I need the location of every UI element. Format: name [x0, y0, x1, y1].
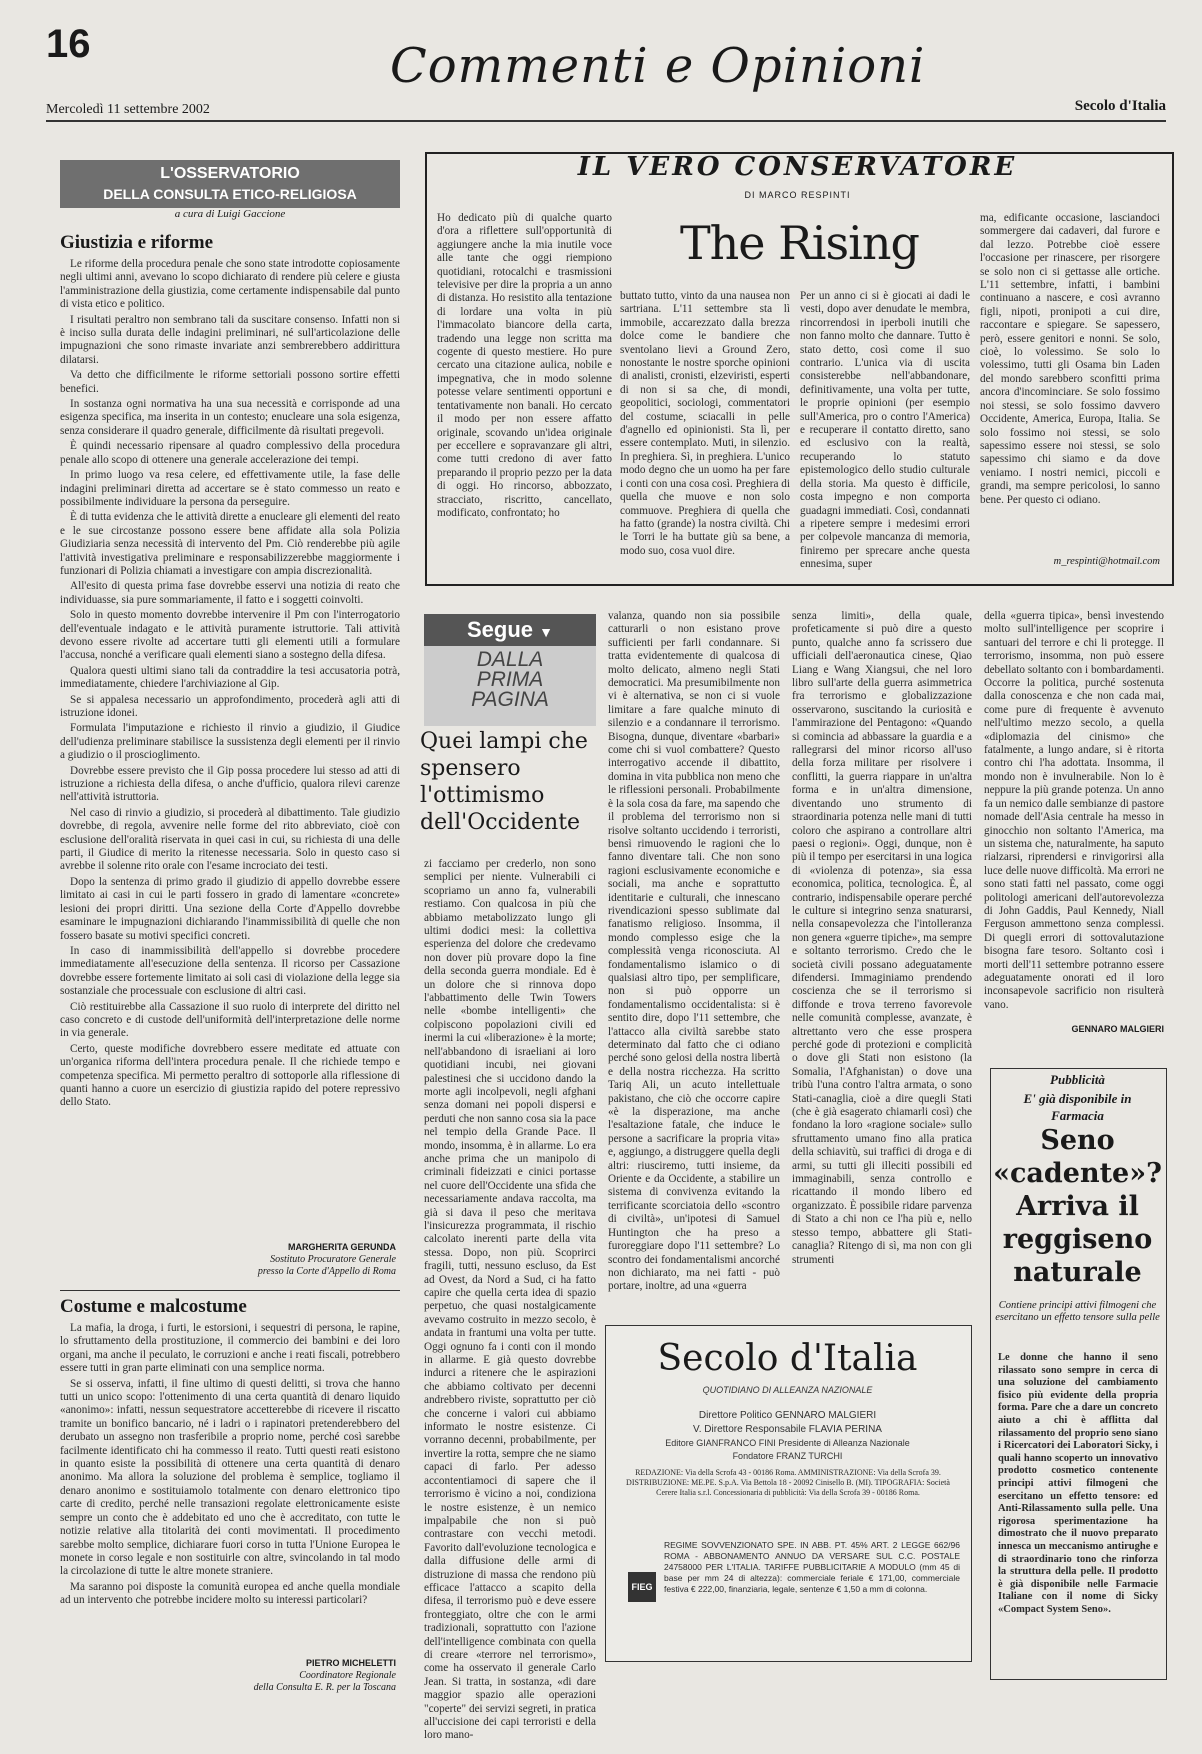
- article1-paragraph: In sostanza ogni normativa ha una sua necessità e corrisponde ad una esigenza specifica, ma inserita in un contesto; enucleare una sola esigenza, senza considerare il quadro generale, difficilmente dà risultati pregevoli.: [60, 398, 400, 437]
- ad-headline-line: Arriva il: [1016, 1191, 1139, 1222]
- ad-headline: [990, 1124, 1165, 1289]
- ad-headline-line: naturale: [1013, 1257, 1142, 1288]
- ad-subtitle: Contiene principi attivi filmogeni che esercitano un effetto tensore sulla pelle: [995, 1300, 1160, 1323]
- article1-paragraph: Va detto che difficilmente le riforme settoriali possono sortire effetti benefici.: [60, 369, 400, 395]
- segue-source-line: DALLA: [476, 648, 544, 671]
- date-line: Mercoledì 11 settembre 2002: [46, 102, 210, 117]
- conservatore-headline: The Rising: [680, 216, 919, 270]
- segue-col2: valanza, quando non sia possibile catturarli o non esistano prove sufficienti per farli condannare. Si tratta evidentemente di qualcosa di molto delicato, almeno negli Stati democratici. Ma presumibilmente non vi è alternativa, se non ci si vuole limitare a fare qualche minuto di silenzio e a condannare il terrorismo. Bisogna, dunque, diventare «barbari» come chi si vuol combattere? Questo interrogativo accende il dibattito, domina in vita pubblica non meno che le riflessioni personali. Probabilmente è la sola cosa da fare, ma sapendo che il problema del terrorismo non si risolve soltanto uccidendo i terroristi, bensì rimuovendo le ragioni che lo fanno diventare tali. Che non sono ragioni esclusivamente economiche e sociali, ma anche e soprattutto identitarie e culturali, che innescano rivendicazioni spesso sublimate dal fanatismo religioso. Insomma, il mondo complesso esige che la complessità venga riconosciuta. Al fondamentalismo islamico o di qualsiasi altro tipo, per semplificare, non si può opporre un fondamentalismo occidentalista: si è sentito dire, dopo l'11 settembre, che l'attacco alla civiltà sarebbe stato determinato dal fatto che ci odiano perché sono gelosi della nostra libertà e della nostra ricchezza. Ha scritto Tariq Ali, un acuto intellettuale pakistano, che ciò che occorre capire «è la disperazione, ma anche l'esaltazione fatale, che induce le persone a sacrificare la propria vita» e, aggiungo, a distruggere quella degli altri: riusciremo, tutti insieme, da Oriente e da Occidente, a stabilire un sistema di convivenza evitando la terrificante scorciatoia dello «scontro di civiltà», un'ipotesi di Samuel Huntington che ha preso a furoreggiare dopo l'11 settembre? Lo scontro dei fondamentalismi ancorché non dichiarato, ma nei fatti - può portare, inoltre, ad una «guerra: [608, 610, 780, 1293]
- osservatorio-banner: [60, 160, 400, 208]
- segue-source-line: PRIMA: [476, 668, 544, 691]
- triangle-down-icon: ▼: [539, 624, 553, 640]
- paper-name: Secolo d'Italia: [1074, 98, 1166, 114]
- article2-headline: Costume e malcostume: [60, 1296, 247, 1317]
- conservatore-byline: DI MARCO RESPINTI: [744, 190, 851, 200]
- article2-role2: della Consulta E. R. per la Toscana: [253, 1682, 396, 1693]
- article2-paragraph: Ma saranno poi disposte la comunità europea ed anche quella mondiale ad un intervento che potrebbe incidere molto su interessi particolari?: [60, 1580, 400, 1607]
- article1-paragraph: Le riforme della procedura penale che sono state introdotte copiosamente negli ultimi anni, avevano lo scopo dichiarato di rendere più celere e giusta l'amministrazione della giustizia, come certamente indispensabile dal punto di vista etico e politico.: [60, 258, 400, 311]
- article1-signature: MARGHERITA GERUNDA: [288, 1242, 396, 1252]
- segue-col3: senza limiti», della quale, profeticamente si può dire a questo punto, qualche anno fa scrissero due ufficiali dell'aeronautica cinese, Qiao Liang e Wang Xiangsui, che nel loro libro sull'arte della guerra asimmetrica fra terrorismo e globalizzazione osservarono, suscitando la curiosità e l'ammirazione del Pentagono: «Quando si comincia ad abbassare la guardia e a rallegrarsi del minor ricorso all'uso della forza militare per risolvere i conflitti, la guerra riappare in un'altra forma e in un'altra dimensione, diventando uno strumento di straordinaria potenza nelle mani di tutti coloro che aspirano a controllare altri paesi o regioni». Oggi, dunque, non è più il tempo per esercitarsi in una logica di «violenza di potenza», sia essa economica, politica, tecnologica. È, al contrario, indispensabile operare perché le culture si integrino senza snaturarsi, nella consapevolezza che l'intolleranza non genera «guerre tipiche», ma sempre e soltanto terrorismo. Credo che le società civili possano adeguatamente difendersi. Immaginiamo prendendo coscienza che se il terrorismo si diffonde e trova terreno favorevole nelle comunità complesse, avanzate, è altrettanto vero che esse prospera perché gode di protezioni e complicità o dove gli Stati non esistono (la Somalia, l'Afghanistan) o dove una tribù l'una contro l'altra armata, o sono Stati-canaglia, cioè a dire quegli Stati (che è già esagerato chiamarli così) che fondano la loro «ragione sociale» sullo sfruttamento umano fino alla pratica della schiavitù, sui traffici di droga e di armi, su tutti gli illeciti possibili ed immaginabili, senza controllo e ricattando il mondo libero ed organizzato. È possibile ridare parvenza di Stato a chi non ce l'ha più e, nello stesso tempo, abbattere gli Stati-canaglia? Ritengo di sì, ma non con gli strumenti: [792, 610, 972, 1266]
- article2-role1: Coordinatore Regionale: [299, 1670, 396, 1681]
- article1-paragraph: È di tutta evidenza che le attività dirette a enucleare gli elementi del reato e le sue circostanze possono essere bene affidate alla sola Polizia Giudiziaria senza necessità di intervento del Pm. Ciò renderebbe più agile l'attività investigativa preliminare e responsabilizzerebbe maggiormente i funzionari di Polizia chiamati a investigare con ampia discrezionalità.: [60, 511, 400, 577]
- colophon-subtitle: QUOTIDIANO DI ALLEANZA NAZIONALE: [702, 1385, 873, 1395]
- colophon-founder: Fondatore FRANZ TURCHI: [732, 1451, 843, 1461]
- section-title: Commenti e Opinioni: [390, 38, 926, 94]
- article2-body: [60, 1322, 400, 1654]
- ad-intro: E' già disponibile in Farmacia: [1023, 1091, 1132, 1123]
- colophon-title: Secolo d'Italia: [657, 1338, 918, 1379]
- conservatore-col1: Ho dedicato più di qualche quarto d'ora a riflettere sull'opportunità di aggiungere anche la mia inutile voce alle tante che oggi riempiono quotidiani, rotocalchi e trasmissioni televisive per dire la propria a un anno di distanza. Ho resistito alla tentazione di lordare una volta in più l'immacolato biancore della carta, tradendo una legge non scritta ma cogente di questo mestiere. Ho pure cercato una citazione aulica, nobile e impegnativa, che in modo solenne potesse velare sentimenti opportuni e tentativamente non banali. Ho cercato il modo per non essere affatto originale, scovando un'idea originale per eccellere e sopravanzare gli altri, come tutti credono di aver fatto preparando il proprio pezzo per la data di oggi. Ho rincorso, abbozzato, stracciato, riscritto, cancellato, modificato, confrontato; ho: [437, 212, 612, 519]
- segue-tag: [424, 614, 596, 646]
- osservatorio-subtitle: DELLA CONSULTA ETICO-RELIGIOSA: [103, 186, 357, 202]
- article1-paragraph: All'esito di questa prima fase dovrebbe esservi una notizia di reato che individuasse, sia pure sommariamente, il fatto e i soggetti coinvolti.: [60, 580, 400, 606]
- conservatore-col2: buttato tutto, vinto da una nausea non sartriana. L'11 settembre sta lì immobile, accarezzato dalla brezza dolce come le bandiere che sventolano lievi a Ground Zero, nonostante le nostre sporche opinioni di analisti, cronisti, elzeviristi, esperti di non si sa che, di mondi, geopolitici, sociologi, commentatori del costume, sciacalli in pelle d'agnello ed opinionisti. Sta lì, per essere contemplato. Muti, in silenzio. In preghiera. Sì, in preghiera. L'unico modo degno che un uomo ha per fare i conti con una cosa così. Preghiera di quella che muove e non solo commuove. Preghiera di quella che ha fatto (grande) la nostra civiltà. Chi le Torri le ha buttate giù sa bene, a modo suo, cosa vuol dire.: [620, 290, 790, 557]
- header-rule: [46, 120, 1166, 122]
- osservatorio-title: L'OSSERVATORIO: [160, 165, 300, 182]
- colophon-director: Direttore Politico GENNARO MALGIERI: [698, 1410, 877, 1421]
- colophon-vice-director: V. Direttore Responsabile FLAVIA PERINA: [693, 1424, 882, 1435]
- article1-paragraph: È quindi necessario ripensare al quadro complessivo della procedura penale allo scopo di ottenere una generale accelerazione dei tempi.: [60, 440, 400, 466]
- curator-line: a cura di Luigi Gaccione: [174, 208, 286, 220]
- conservatore-col4: ma, edificante occasione, lasciandoci sommergere dai cadaveri, dal furore e dal lezzo. Potrebbe cioè essere l'occasione per rinascere, per risorgere se solo non ci si gettasse alle ortiche. L'11 settembre, infatti, i bambini continuano a nascere, e così avranno figli, nipoti, pronipoti a cui dire, raccontare e spiegare. Se sapessero, però, essere genitori e nonni. Se solo, cioè, lo volessimo. Se solo lo volessimo, tutti gli Osama bin Laden del mondo sarebbero sconfitti prima ancora d'incominciare. Se solo fossimo noi stessi, se solo fossimo davvero Occidente, America, Europa, Italia. Se solo fossimo noi stessi, se solo sapessimo essere noi stessi, se solo sapessimo chi siamo e da dove veniamo. I nostri nemici, piccoli e grandi, ma sempre pericolosi, lo sanno bene. Per questo ci odiano.: [980, 212, 1160, 506]
- article1-paragraph: Ciò restituirebbe alla Cassazione il suo ruolo di interprete del diritto nel caso concreto e di custode dell'uniformità dell'interpretazione delle norme in via generale.: [60, 1000, 400, 1040]
- article1-paragraph: In primo luogo va resa celere, ed effettivamente utile, la fase delle indagini preliminari diretta ad accertare se è stato commesso un reato e possibilmente individuare la persona da perseguire.: [60, 469, 400, 508]
- page-number: 16: [46, 22, 91, 66]
- article2-paragraph: La mafia, la droga, i furti, le estorsioni, i sequestri di persona, le rapine, lo sfruttamento della prostituzione, il commercio dei bambini e dei loro organi, ma anche il peculato, le corruzioni e anche i reati fiscali, potrebbero essere tutti in gran parte eliminati con una semplice norma.: [60, 1322, 400, 1375]
- article1-paragraph: Formulata l'imputazione e richiesto il rinvio a giudizio, il Giudice dell'udienza preliminare stabilisce la sussistenza degli elementi per il rinvio a giudizio o il proscioglimento.: [60, 722, 400, 762]
- segue-source: [424, 646, 596, 726]
- article-divider: [60, 1290, 400, 1291]
- ad-headline-line: Seno: [1040, 1125, 1115, 1156]
- article1-paragraph: Certo, queste modifiche dovrebbero essere meditate ed attuate con un'organica riforma dell'intera procedura penale. Il che richiede tempo e competenza specifica. Mi permetto peraltro di sottoporle alla riflessione di quanti hanno a cuore un esercizio di giustizia rapido del potere repressivo dello Stato.: [60, 1042, 400, 1109]
- segue-col1: zi facciamo per crederlo, non sono semplici per niente. Vulnerabili ci scopriamo un anno fa, vulnerabili restiamo. Con qualcosa in più che abbiamo metabolizzato lungo gli ultimi dodici mesi: la collettiva esperienza del dolore che credevamo non dover più provare dopo la fine della seconda guerra mondiale. Ed è un dolore che si rinnova dopo l'abbattimento delle Twin Towers nelle «bombe intelligenti» che colpiscono popolazioni civili ed inermi la cui «liberazione» è la morte; nell'abbandono di israeliani ai loro quotidiani incubi, nei giovani palestinesi che si uccidono dando la morte agli incolpevoli, negli afghani senza domani nei popoli dispersi e perduti che non sanno cosa sia la pace nel tempio della Grande Pace. Il mondo, insomma, è in allarme. Lo era anche prima che un manipolo di criminali fideizzati e cinici portasse nel cuore dell'Occidente una sfida che necessariamente andava raccolta, ma già si dava il peso che meritava l'insicurezza programmata, il rischio calcolato inerenti parte della vita stessa. Dopo, non più. Scoprirci fragili, tutti, nessuno escluso, da Est ad Ovest, da Nord a Sud, ci ha fatto capire che quella certa idea di spazio perpetuo, che quasi nostalgicamente avevamo costruito in mezzo secolo, è andata in frantumi una volta per tutte. Oggi ognuno fa i conti con il mondo in allarme. E già questo dovrebbe indurci a ritenere che le aspirazioni che abbiamo coltivato per decenni andrebbero riviste, soprattutto per ciò che concerne i valori cui abbiamo informato le nostre esistenze. Ci vorranno decenni, probabilmente, per invertire la rotta, sempre che ne siamo capaci di farlo. Per adesso accontentiamoci di sapere che il terrorismo è vicino a noi, condiziona le nostre esistenze, è un nemico impalpabile che non si può contrastare con vecchi metodi. Favorito dall'evoluzione tecnologica e dalla diffusione delle armi di distruzione di massa che rendono più efficace l'attacco a scapito della difesa, il terrorismo può e deve essere fronteggiato, oltre che con le armi tradizionali, soprattutto con l'azione dell'intelligence combinata con quella di creare «terrore nel terrorismo», come ha osservato il generale Carlo Jean. Si tratta, in sostanza, «di dare maggior spazio alle operazioni "coperte" dei servizi segreti, in pratica all'uccisione dei capi terroristi e della loro mano-: [424, 858, 596, 1742]
- colophon-rates: REGIME SOVVENZIONATO SPE. IN ABB. PT. 45% ART. 2 LEGGE 662/96 ROMA - ABBONAMENTO ANNUO DA VERSARE SUL C.C. POSTALE 24758000 PER L'ITALIA. TARIFFE PUBBLICITARIE A MODULO (mm 45 di base per mm 24 di altezza): commerciale feriale € 171,00, commerciale festiva € 222,00, finanziaria, legale, sentenze € 1,50 a mm di colonna.: [664, 1540, 960, 1594]
- ad-headline-line: «cadente»?: [993, 1158, 1162, 1189]
- article1-paragraph: I risultati peraltro non sembrano tali da suscitare consenso. Infatti non si è inciso sulla durata delle indagini preliminari, né sull'articolazione delle impugnazioni che sono rimaste invariate anzi sembrerebbero addirittura dilatarsi.: [60, 313, 400, 366]
- segue-headline: Quei lampi che spensero l'ottimismo dell'Occidente: [420, 729, 588, 835]
- segue-col4: della «guerra tipica», bensì investendo molto sull'intelligence per scoprire i santuari del terrore e chi li protegge. Il terrorismo, insomma, non può essere debellato soltanto con i bombardamenti. Occorre la politica, purché sostenuta dalla conoscenza e che non cada mai, come pure di frequente è avvenuto nell'ultimo mezzo secolo, a quella «diplomazia del cinismo» che fatalmente, a lungo andare, si è ritorta contro chi l'ha adottata. Insomma, il mondo non è invulnerabile. Non lo è neppure la più grande potenza. Un anno fa un nemico dalle sembianze di pastore nomade dell'Asia centrale ha messo in ginocchio non soltanto l'America, ma un sistema che, naturalmente, ha saputo rialzarsi, riprendersi e rinvigorirsi alla luce delle nuove difficoltà. Ma errori ne sono stati fatti nel passato, come oggi politologi americani dell'autorevolezza di John Gaddis, Paul Kennedy, Niall Ferguson ammettono senza complessi. Di quegli errori di sottovalutazione bisogna fare tesoro. Soltanto così i morti dell'11 settembre potranno essere adeguatamente onorati ed il loro inconsapevole sacrificio non risulterà vano.: [984, 610, 1164, 1011]
- ad-headline-line: reggiseno: [1002, 1224, 1153, 1255]
- segue-label: Segue: [466, 617, 534, 642]
- conservatore-email: m_respinti@hotmail.com: [1053, 556, 1160, 567]
- article1-role2: presso la Corte d'Appello di Roma: [257, 1266, 396, 1277]
- article2-signature: PIETRO MICHELETTI: [306, 1658, 396, 1668]
- article1-paragraph: Se si appalesa necessario un approfondimento, procederà agli atti di istruzione idonei.: [60, 693, 400, 719]
- fieg-logo: FIEG: [628, 1572, 656, 1602]
- article2-paragraph: Se si osserva, infatti, il fine ultimo di questi delitti, si trova che hanno tutti un unico scopo: l'ottenimento di una certa quantità di denaro liquido «anonimo»: infatti, nessun sequestratore accetterebbe di ricevere il riscatto tramite un bonifico bancario, né i ladri o i rapinatori pretenderebbero del derubato un assegno non trasferibile a proprio nome, perché così sarebbe facilmente identificato chi ha commesso il reato. Tutti questi reati esistono in quanto esiste la possibilità di ottenere una certa quantità di denaro anonimo. Ma allora la soluzione del problema è semplice, togliamo il denaro anonimo e sostituiamolo totalmente con denaro elettronico tipo carte di credito, perché nelle transazioni regolate elettronicamente esiste sempre un conto che è addebitato ed uno che è accreditato, con tutte le notizie relative alla titolarità dei conti movimentati. Il procedimento sarebbe molto semplice, dichiarare fuori corso in tutta l'Unione Europea le monete in corso legale e non sostituirle con altre, svincolando in tal modo la circolazione di tutte le altre monete straniere.: [60, 1377, 400, 1578]
- article1-headline: Giustizia e riforme: [60, 232, 214, 253]
- article1-paragraph: Solo in questo momento dovrebbe intervenire il Pm con l'interrogatorio dell'eventuale indagato e le attività puramente istruttorie. Tali attività devono essere rivolte ad accertare tutti gli elementi utili a formulare l'accusa, nonché a verificare quali elementi siano a sostegno della difesa.: [60, 609, 400, 662]
- article1-paragraph: Dopo la sentenza di primo grado il giudizio di appello dovrebbe essere limitato ai casi in cui le parti fossero in grado di lamentare «concrete» lesioni dei propri diritti. Una sezione della Corte d'Appello dovrebbe esaminare le impugnazioni dichiarando l'inammissibilità di quelle che non fossero basate su motivi specifici concreti.: [60, 875, 400, 942]
- conservatore-column-title: IL VERO CONSERVATORE: [577, 152, 1018, 182]
- segue-signature: GENNARO MALGIERI: [1071, 1024, 1164, 1034]
- colophon-notes: REDAZIONE: Via della Scrofa 43 - 00186 Roma. AMMINISTRAZIONE: Via della Scrofa 39. DISTRIBUZIONE: ME.PE. S.p.A. Via Bettola 18 - 20092 Cinisello B. (MI). TIPOGRAFIA: Società Cerere Italia s.r.l. Concessionaria di pubblicità: Via della Scrofa 39 - 00186 Roma.: [626, 1468, 950, 1497]
- segue-source-line: PAGINA: [471, 688, 549, 711]
- article1-paragraph: Nel caso di rinvio a giudizio, si procederà al dibattimento. Tale giudizio dovrebbe, di regola, avvenire nelle forme del rito abbreviato, cioè con esclusione dell'oralità riservata in quei casi in cui, su richiesta di una delle parti, il Giudice di merito la ritenesse necessaria. Solo in questo caso si avrebbe il solenne rito orale con l'esame incrociato dei testi.: [60, 806, 400, 873]
- conservatore-col3: Per un anno ci si è giocati ai dadi le vesti, dopo aver denudate le membra, rincorrendosi in iperboli inutili che non fanno molto che dannare. Tutto è stato detto, così come il suo contrario. L'unica via di uscita consisterebbe nell'abbandonare, definitivamente, una volta per tutte, le proprie opinioni (per esempio sull'America, pro o contro l'America) e recuperare il contatto diretto, sano ed esclusivo con la realtà, recuperando lo statuto epistemologico dello studio culturale della storia. Ma questo è difficile, costa impegno e non comporta guadagni immediati. Così, condannati a ripetere sempre i medesimi errori per colpevole mancanza di memoria, finiremo per sprecare anche questa ennesima, super: [800, 290, 970, 571]
- article1-paragraph: Dovrebbe essere previsto che il Gip possa procedere lui stesso ad atti di istruzione a richiesta della difesa, o anche d'ufficio, qualora rilevi carenze nell'attività istruttoria.: [60, 764, 400, 804]
- ad-body: Le donne che hanno il seno rilassato sono sempre in cerca di una soluzione del cambiamento fisico più evidente della propria forma. Pare che a dare un concreto aiuto a chi è afflitta dal rilassamento del proprio seno siano i Ricercatori dei Laboratori Sicky, i quali hanno scoperto un innovativo prodotto cosmetico contenente principi attivi filmogeni che esercitano un effetto tensore: ed Anti-Rilassamento sulla pelle. Una rigorosa sperimentazione ha dimostrato che il nuovo preparato innesca un meccanismo antirughe e di straordinario tono che rinforza la struttura della pelle. Il prodotto è già disponibile nelle Farmacie Italiane con il nome di Sicky «Compact System Seno».: [998, 1352, 1158, 1615]
- article1-body: [60, 258, 400, 1238]
- colophon-publisher: Editore GIANFRANCO FINI Presidente di Alleanza Nazionale: [665, 1438, 910, 1448]
- article1-role1: Sostituto Procuratore Generale: [270, 1254, 396, 1265]
- ad-label: Pubblicità: [1050, 1072, 1105, 1087]
- article1-paragraph: In caso di inammissibilità dell'appello si dovrebbe procedere immediatamente all'esecuzione della sentenza. Il ricorso per Cassazione dovrebbe essere fortemente limitato ai soli casi di violazione della legge sia sostanziale che processuale con esclusione di altri casi.: [60, 944, 400, 998]
- article1-paragraph: Qualora questi ultimi siano tali da contraddire la tesi accusatoria potrà, immediatamente, chiedere l'archiviazione al Gip.: [60, 664, 400, 691]
